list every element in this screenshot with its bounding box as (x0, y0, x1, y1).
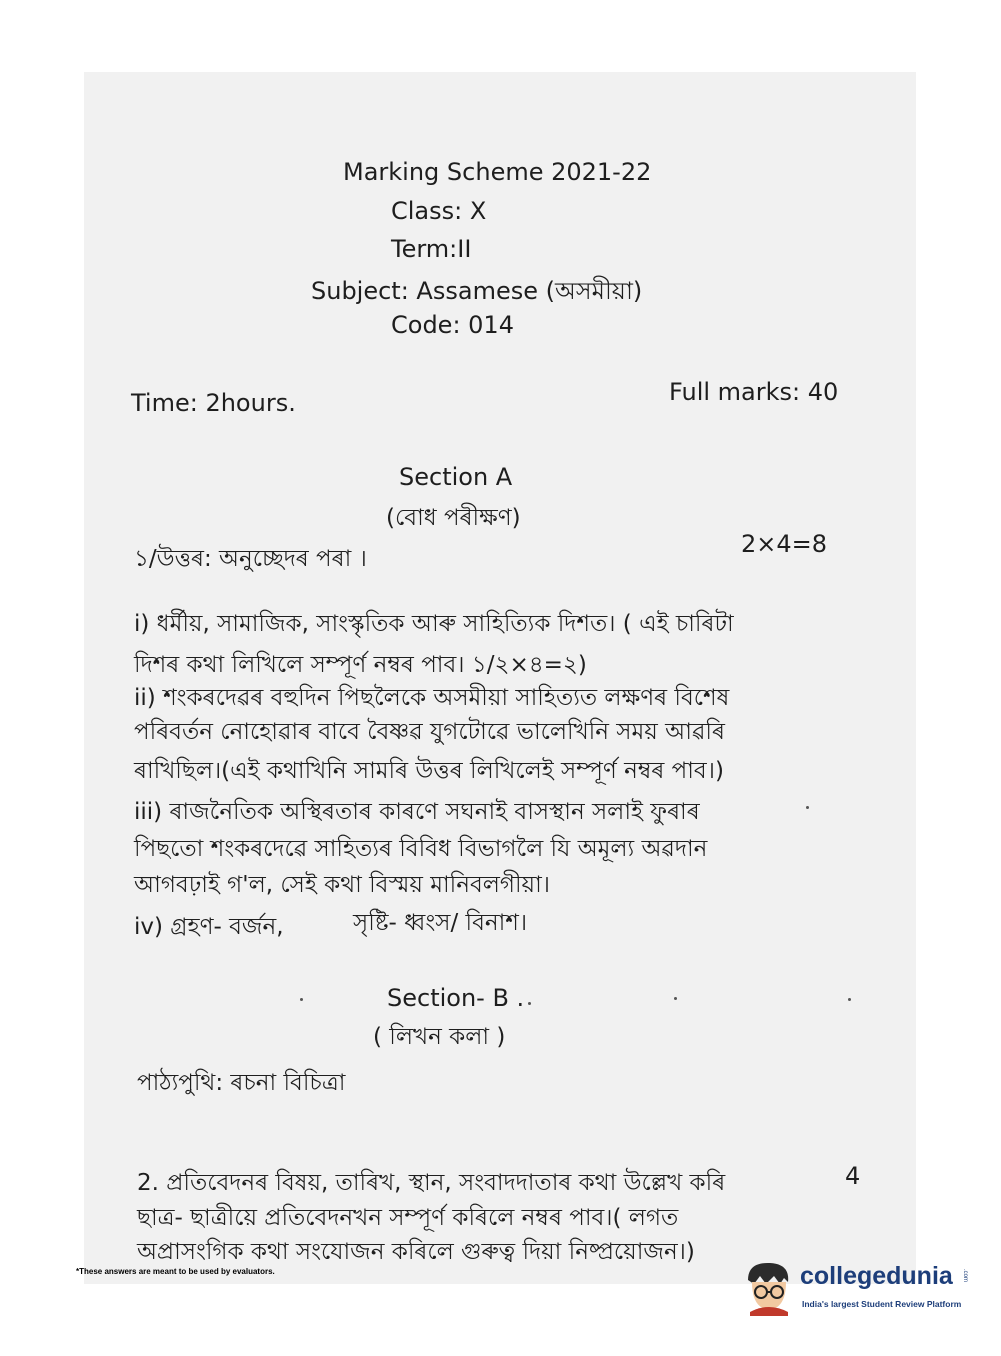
brand-suffix: .com (962, 1269, 968, 1283)
answer-iv-b: সৃষ্টি- ধ্বংস/ বিনাশ। (353, 910, 528, 936)
doc-title: Marking Scheme 2021-22 (343, 158, 652, 186)
answer-line: ৰাখিছিল।(এই কথাখিনি সামৰি উত্তৰ লিখিলেই সম্পূৰ্ণ নম্বৰ পাব।) (134, 758, 724, 784)
class-line: Class: X (391, 197, 487, 225)
question-1-marks: 2×4=8 (741, 530, 828, 558)
scan-speck (300, 998, 303, 1001)
answer-iv-a: iv) গ্ৰহণ- বৰ্জন, (134, 914, 284, 940)
full-marks-label: Full marks: 40 (669, 378, 839, 406)
brand-name: collegedunia (800, 1262, 953, 1290)
term-line: Term:II (391, 235, 472, 263)
time-label: Time: 2hours. (131, 389, 296, 417)
answer-line: পিছতো শংকৰদেৱে সাহিত্যৰ বিবিধ বিভাগলৈ যি অমূল্য অৱদান (134, 836, 708, 862)
mascot-icon (740, 1258, 796, 1316)
code-line: Code: 014 (391, 311, 514, 339)
section-b-subtitle: ( লিখন কলা ) (373, 1024, 506, 1050)
textbook-line: পাঠ্যপুথি: ৰচনা বিচিত্ৰা (137, 1070, 346, 1096)
question-2-line: 2. প্ৰতিবেদনৰ বিষয়, তাৰিখ, স্থান, সংবাদদাতাৰ কথা উল্লেখ কৰি (137, 1170, 726, 1196)
scan-speck (674, 997, 677, 1000)
evaluator-note: *These answers are meant to be used by evaluators. (76, 1267, 275, 1276)
section-a-subtitle: (বোধ পৰীক্ষণ) (386, 505, 521, 531)
answer-line: i) ধৰ্মীয়, সামাজিক, সাংস্কৃতিক আৰু সাহিত্যিক দিশত। ( এই চাৰিটা (134, 611, 734, 637)
answer-line: iii) ৰাজনৈতিক অস্থিৰতাৰ কাৰণে সঘনাই বাসস্থান সলাই ফুৰাৰ (134, 799, 700, 825)
section-b-title: Section- B . (387, 984, 525, 1012)
scan-speck (848, 998, 851, 1001)
scan-speck (528, 1002, 531, 1005)
section-a-title: Section A (399, 463, 513, 491)
collegedunia-logo (740, 1258, 980, 1316)
question-2-line: ছাত্ৰ- ছাত্ৰীয়ে প্ৰতিবেদনখন সম্পূৰ্ণ কৰিলে নম্বৰ পাব।( লগত (137, 1205, 679, 1231)
answer-line: দিশৰ কথা লিখিলে সম্পূৰ্ণ নম্বৰ পাব। ১/২×৪=২) (134, 652, 587, 678)
question-2-marks: 4 (845, 1162, 861, 1190)
answer-line: পৰিবৰ্তন নোহোৱাৰ বাবে বৈষ্ণৱ যুগটোৱে ভালেখিনি সময় আৱৰি (134, 719, 725, 745)
answer-line: ii) শংকৰদেৱৰ বহুদিন পিছলৈকে অসমীয়া সাহিত্যত লক্ষণৰ বিশেষ (134, 685, 730, 711)
question-1-label: ১/উত্তৰ: অনুচ্ছেদৰ পৰা । (134, 546, 367, 572)
question-2-line: অপ্ৰাসংগিক কথা সংযোজন কৰিলে গুৰুত্ব দিয়া নিষ্প্ৰয়োজন।) (137, 1239, 695, 1265)
answer-line: আগবঢ়াই গ'ল, সেই কথা বিস্ময় মানিবলগীয়া। (134, 872, 550, 898)
subject-line: Subject: Assamese (অসমীয়া) (311, 277, 643, 305)
brand-tagline: India's largest Student Review Platform (802, 1299, 962, 1309)
scan-speck (806, 806, 809, 809)
